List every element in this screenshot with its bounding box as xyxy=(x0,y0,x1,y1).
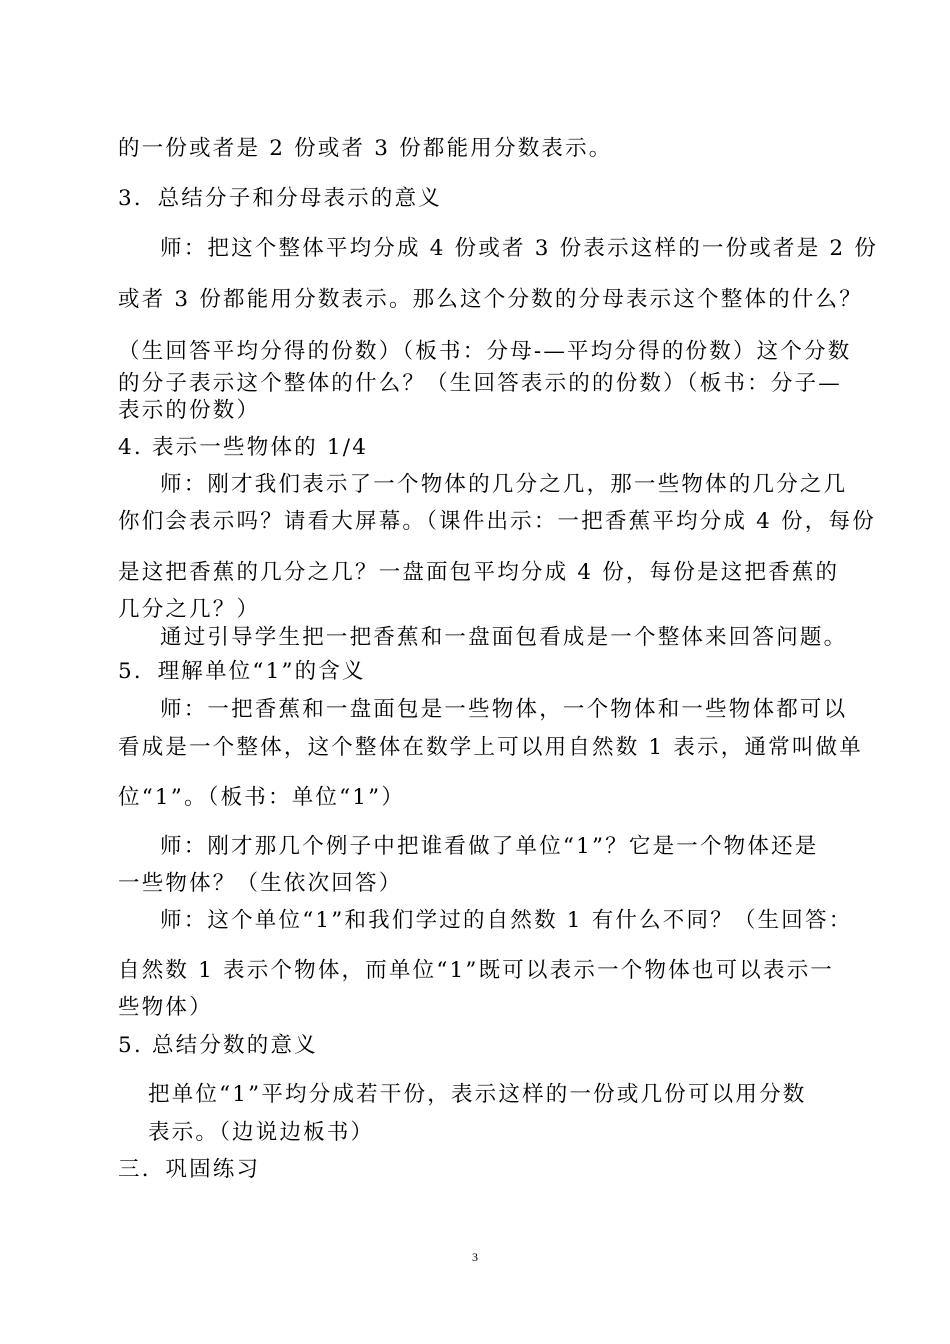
text-line: （生回答平均分得的份数）（板书：分母-—平均分得的份数）这个分数 xyxy=(118,339,852,364)
text-line: 或者 3 份都能用分数表示。那么这个分数的分母表示这个整体的什么？ xyxy=(118,287,863,312)
text-line: 通过引导学生把一把香蕉和一盘面包看成是一个整体来回答问题。 xyxy=(160,625,848,650)
text-line: 的一份或者是 2 份或者 3 份都能用分数表示。 xyxy=(118,136,613,161)
text-line: 一些物体？（生依次回答） xyxy=(118,871,403,896)
text-line: 位“1”。（板书：单位“1”） xyxy=(118,785,406,810)
text-line: 师：刚才那几个例子中把谁看做了单位“1”？它是一个物体还是 xyxy=(160,834,819,859)
text-line: 些物体） xyxy=(118,995,213,1020)
text-line: 表示。（边说边板书） xyxy=(148,1120,375,1145)
text-line: 你们会表示吗？请看大屏幕。（课件出示：一把香蕉平均分成 4 份，每份 xyxy=(118,509,876,534)
section-heading: 3．总结分子和分母表示的意义 xyxy=(118,186,442,211)
text-line: 是这把香蕉的几分之几？一盘面包平均分成 4 份，每份是这把香蕉的 xyxy=(118,560,840,585)
section-heading: 三．巩固练习 xyxy=(118,1157,261,1182)
text-line: 师：这个单位“1”和我们学过的自然数 1 有什么不同？（生回答： xyxy=(160,908,853,933)
section-heading: 5．理解单位“1”的含义 xyxy=(118,659,366,684)
section-heading: 4. 表示一些物体的 1/4 xyxy=(118,435,369,460)
text-line: 自然数 1 表示个物体，而单位“1”既可以表示一个物体也可以表示一 xyxy=(118,958,835,983)
section-heading: 5. 总结分数的意义 xyxy=(118,1033,318,1058)
text-line: 表示的份数） xyxy=(118,398,261,423)
text-line: 的分子表示这个整体的什么？（生回答表示的的份数）（板书：分子— xyxy=(118,371,842,396)
text-line: 几分之几？） xyxy=(118,597,261,622)
text-line: 师：刚才我们表示了一个物体的几分之几，那一些物体的几分之几 xyxy=(160,472,848,497)
text-line: 把单位“1”平均分成若干份，表示这样的一份或几份可以用分数 xyxy=(148,1082,807,1107)
text-line: 师：把这个整体平均分成 4 份或者 3 份表示这样的一份或者是 2 份 xyxy=(160,236,879,261)
text-line: 看成是一个整体，这个整体在数学上可以用自然数 1 表示，通常叫做单 xyxy=(118,735,863,760)
page-number: 3 xyxy=(472,1250,478,1264)
text-line: 师：一把香蕉和一盘面包是一些物体，一个物体和一些物体都可以 xyxy=(160,697,848,722)
